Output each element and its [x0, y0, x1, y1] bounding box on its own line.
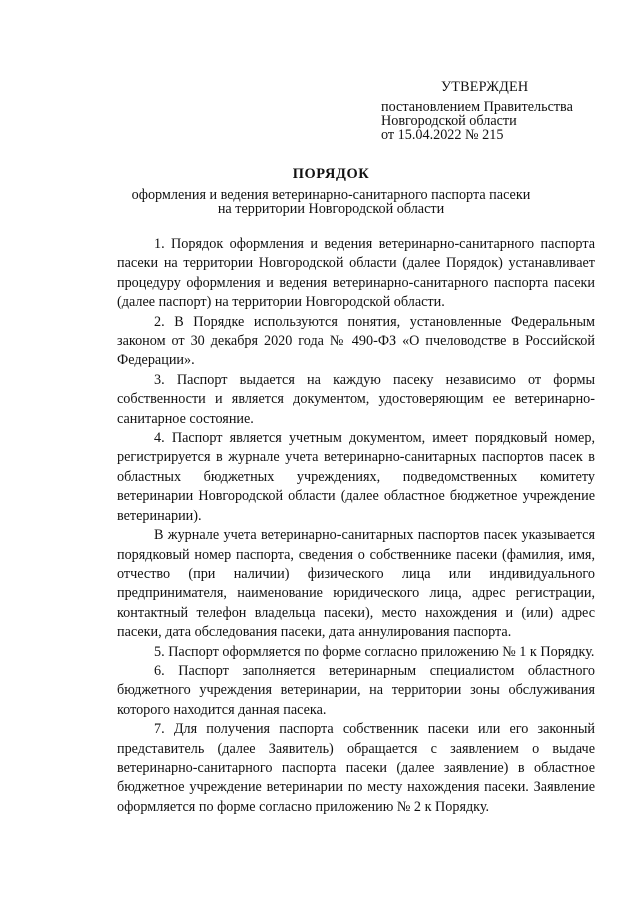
approval-line-3: от 15.04.2022 № 215 — [381, 127, 504, 143]
subtitle-line-2: на территории Новгородской области — [217, 201, 445, 217]
document-body — [117, 235, 595, 817]
subtitle-line-1: оформления и ведения ветеринарно-санитарного паспорта пасеки — [131, 187, 531, 203]
document-title: ПОРЯДОК — [292, 166, 370, 182]
paragraph-6: 6. Паспорт заполняется ветеринарным специалистом областного бюджетного учреждения ветеринарии, на территории зоны обслуживания которого находится данная пасека. — [117, 662, 595, 718]
paragraph-3: 3. Паспорт выдается на каждую пасеку независимо от формы собственности и является документом, удостоверяющим ее ветеринарно-санитарное состояние. — [117, 371, 595, 427]
paragraph-4-journal: В журнале учета ветеринарно-санитарных паспортов пасек указывается порядковый номер паспорта, сведения о собственнике пасеки (фамилия, имя, отчество (при наличии) физического лица или индивидуального предпринимателя, наименование юридического лица, адрес регистрации, контактный телефон владельца пасеки), место нахождения и (или) адрес пасеки, дата обследования пасеки, дата аннулирования паспорта. — [117, 527, 595, 641]
approval-block — [381, 80, 611, 142]
paragraph-7: 7. Для получения паспорта собственник пасеки или его законный представитель (далее Заявитель) обращается с заявлением о выдаче ветеринарно-санитарного паспорта пасеки (далее заявление) в областное бюджетное учреждение ветеринарии по месту нахождения пасеки. Заявление оформляется по форме согласно приложению № 2 к Порядку. — [117, 721, 595, 815]
approval-line-1: постановлением Правительства — [381, 99, 573, 115]
paragraph-5: 5. Паспорт оформляется по форме согласно приложению № 1 к Порядку. — [154, 643, 595, 660]
approval-stamp-heading: УТВЕРЖДЕН — [441, 79, 529, 95]
paragraph-2: 2. В Порядке используются понятия, установленные Федеральным законом от 30 декабря 2020 года № 490-ФЗ «О пчеловодстве в Российской Федерации». — [117, 313, 595, 369]
approval-line-2: Новгородской области — [381, 113, 517, 129]
document-subtitle — [100, 188, 562, 216]
paragraph-1: 1. Порядок оформления и ведения ветеринарно-санитарного паспорта пасеки на территории Новгородской области (далее Порядок) устанавливает процедуру оформления и ведения ветеринарно-санитарного паспорта пасеки (далее паспорт) на территории Новгородской области. — [117, 236, 595, 311]
paragraph-4: 4. Паспорт является учетным документом, имеет порядковый номер, регистрируется в журнале учета ветеринарно-санитарных паспортов пасек в областных бюджетных учреждениях, подведомственных комитету ветеринарии Новгородской области (далее областное бюджетное учреждение ветеринарии). — [117, 430, 595, 524]
